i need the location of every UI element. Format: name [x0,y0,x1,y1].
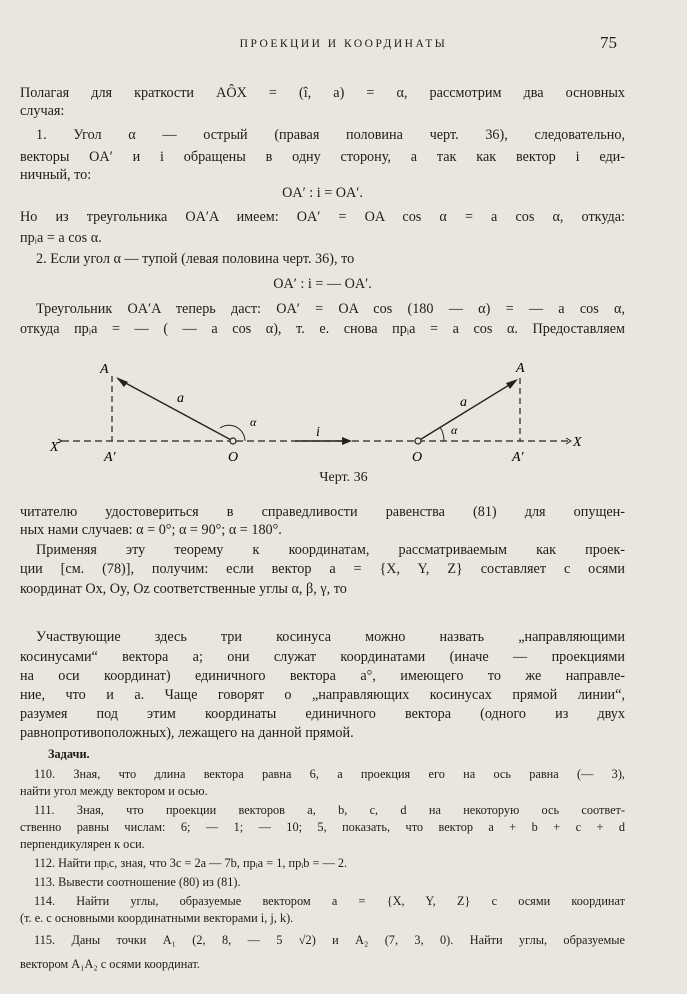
text-line: Но из треугольника OA′A имеем: OA′ = OA cos α = a cos α, откуда: [20,209,625,225]
label-a-right: a [460,395,467,410]
label-A-prime-left: A′ [104,450,116,465]
text-line: равнопротивоположных), лежащего на данной прямой. [20,725,354,741]
equation: OA′ : i = OA′. [282,185,363,201]
arrowhead-i [342,437,352,445]
task-line: 112. Найти прᵢc, зная, что 3c = 2a — 7b, прᵢa = 1, прᵢb = — 2. [34,856,348,870]
text-line: 1. Угол α — острый (правая половина черт. 36), следовательно, [36,127,625,143]
task-line: 114. Найти углы, образуемые вектором a = {X, Y, Z} с осями координат [34,894,625,908]
task-line: 115. Даны точки A₁ (2, 8, — 5 √2) и A₂ (7, 3, 0). Найти углы, образуемые [34,933,625,947]
task-line: найти угол между вектором и осью. [20,784,208,798]
text-line: ничный, то: [20,167,92,183]
label-O-right: O [412,450,423,465]
text-line: разумея под этим координаты единичного вектора (одного из двух [20,706,625,722]
task-line: 111. Зная, что проекции векторов a, b, c, d на некоторую ось соответ- [34,803,625,817]
label-A-left: A [100,362,109,377]
point-o-left [230,438,236,444]
running-header [0,30,687,54]
figure-36 [40,358,600,468]
arrowhead-left [116,377,128,387]
label-A-right: A [516,361,525,376]
text-line: векторы OA′ и i обращены в одну сторону, а так как вектор i еди- [20,149,625,165]
header-title: ПРОЕКЦИИ И КООРДИНАТЫ [239,38,448,50]
text-line: координат Ox, Oy, Oz соответственные углы α, β, γ, то [20,581,347,597]
text-line: Полагая для краткости AÔX = (î, a) = α, рассмотрим два основных [20,85,625,101]
x-tick-left [58,439,62,443]
label-alpha-left: α [250,415,257,429]
text-line: ции [см. (78)], получим: если вектор a = {X, Y, Z} составляет с осями [20,561,625,577]
label-O-left: O [228,450,239,465]
task-line: перпендикулярен к оси. [20,837,145,851]
label-i: i [316,425,320,440]
tasks-title: Задачи. [48,747,90,761]
figure-caption: Черт. 36 [319,470,368,485]
vector-a-left [118,379,233,441]
text-line: ных нами случаев: α = 0°; α = 90°; α = 180°. [20,522,282,538]
task-line: 113. Вывести соотношение (80) из (81). [34,875,241,889]
task-line: ственно равны числам: 6; — 1; — 10; 5, показать, что вектор a + b + c + d [20,820,625,834]
text-line: на оси координат) единичного вектора a°, имеющего то же направле- [20,668,625,684]
text-line: читателю удостовериться в справедливости равенства (81) для опущен- [20,504,625,520]
angle-arc-right [440,427,444,441]
text-line: Участвующие здесь три косинуса можно назвать „направляющими [36,629,625,645]
arrowhead-right [506,379,518,389]
label-alpha-right: α [451,423,458,437]
label-A-prime-right: A′ [512,450,524,465]
text-line: случая: [20,103,65,119]
text-line: ние, что и a. Чаще говорят о „направляющих косинусах прямой линии“, [20,687,625,703]
text-line: 2. Если угол α — тупой (левая половина черт. 36), то [36,251,355,267]
label-X-left: X [50,440,59,455]
vector-a-right [418,382,514,441]
page-number: 75 [600,33,617,52]
equation: OA′ : i = — OA′. [273,276,372,292]
task-line: (т. е. с основными координатными векторами i, j, k). [20,911,294,925]
label-a-left: a [177,391,184,406]
figure-36-drawing [40,358,600,468]
task-line: 110. Зная, что длина вектора равна 6, а проекция его на ось равна (— 3), [34,767,625,781]
task-line: вектором A₁A₂ с осями координат. [20,957,200,971]
point-o-right [415,438,421,444]
text-line: Применяя эту теорему к координатам, рассматриваемым как проек- [36,542,625,558]
text-line: откуда прᵢa = — ( — a cos α), т. е. снова прᵢa = a cos α. Предоставляем [20,321,625,337]
text-line: косинусами“ вектора a; они служат координатами (иначе — проекциями [20,649,625,665]
label-X-right: X [573,435,582,450]
text-line: Треугольник OA′A теперь даст: OA′ = OA cos (180 — α) = — a cos α, [36,301,625,317]
text-line: прᵢa = a cos α. [20,230,102,246]
